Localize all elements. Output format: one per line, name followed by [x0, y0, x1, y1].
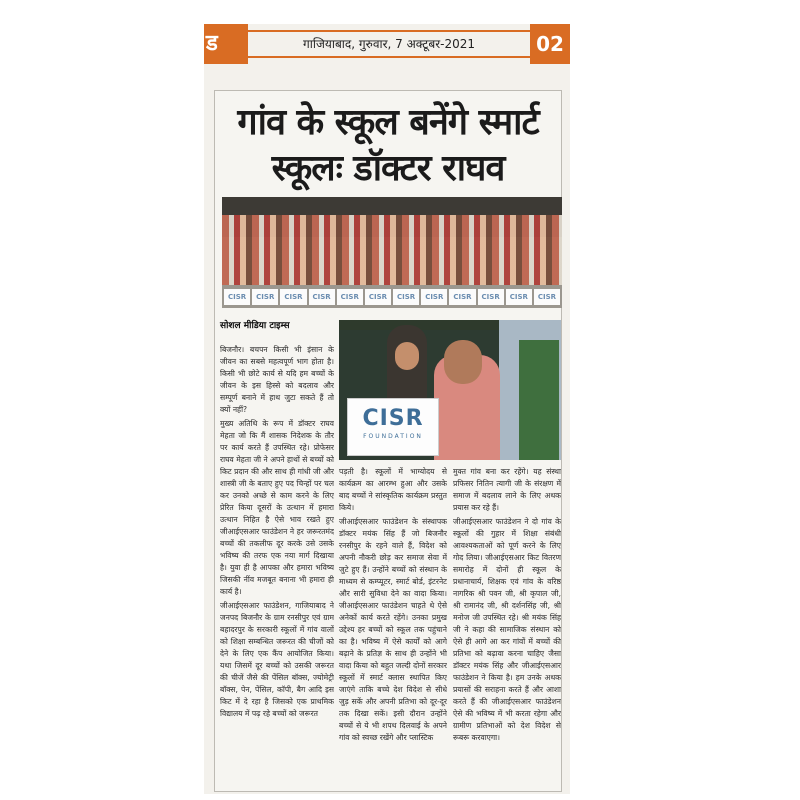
cisr-card-row	[224, 289, 560, 305]
page-header	[204, 24, 570, 64]
article-byline: सोशल मीडिया टाइम्स	[220, 321, 290, 331]
photo-crowd	[222, 215, 562, 285]
header-section-letter: ड	[204, 24, 248, 64]
cisr-card: CISR	[393, 289, 419, 305]
man-face	[444, 340, 482, 384]
col3-para-2: जीआईएसआर फाउंडेशन ने दो गांव के स्कूलों की गुहार में शिक्षा संबंधी आवश्यकताओं को पूर्ण करने के लिए गोद लिया। जीआईएसआर किट वितरण समारोह में दोनों ही स्कूल के प्रधानाचार्य, शिक्षक एवं गांव के वरिष्ठ नागरिक श्री पवन जी, श्री कृपाल जी, श्री रामानंद जी, श्री दर्शनसिंह जी, श्री मनोज जी उपस्थित रहे। श्री मयंक सिंह जी ने कहा की सामाजिक संस्थान को ऐसे ही आगे आ कर गांवों में बच्चों की प्रतिभा को बढ़ावा करना चाहिए जैसा डॉक्टर मयंक सिंह और जीआईएसआर फाउंडेशन ने किया है। हम उनके अथक प्रयासों की सराहना करते हैं और आशा करते हैं की जीआईएसआर फाउंडेशन ऐसे की भविष्य में भी करता रहेगा और ग्रामीण प्रतिभाओं को देश विदेश से रूबरू करवाएगा।	[453, 517, 561, 742]
header-rule-bottom	[248, 56, 530, 58]
header-dateline: गाजियाबाद, गुरुवार, 7 अक्टूबर-2021	[303, 37, 475, 51]
cisr-card: CISR	[506, 289, 532, 305]
founder-photo	[339, 320, 561, 460]
cisr-foundation-text: FOUNDATION	[363, 433, 423, 440]
cisr-card: CISR	[309, 289, 335, 305]
child-face	[395, 342, 419, 370]
cisr-card: CISR	[421, 289, 447, 305]
col1-para-1: बिजनौर। बचपन किसी भी इंसान के जीवन का सबसे महत्वपूर्ण भाग होता है। किसी भी छोटे कार्य से यदि हम बच्चों के जीवन के इस हिस्से को बदलाव और सम्पूर्ण बनाने में हाथ जुटा सकते हैं तो क्यों नहीं?	[220, 345, 334, 414]
cisr-card: CISR	[337, 289, 363, 305]
cisr-card: CISR	[365, 289, 391, 305]
col2-para-2: जीआईएसआर फाउंडेशन के संस्थापक डॉक्टर मयंक सिंह हैं जो बिजनौर रनसीपुर के रहने वाले हैं, विदेश को अपनी नौकरी छोड़ कर समाज सेवा में जुटे हुए हैं। उन्होंने बच्चों को संस्थान के माध्यम से कम्प्यूटर, स्मार्ट बोर्ड, इंटरनेट और सारी सुविधा देने का वादा किया। जीआईएसआर फाउंडेशन चाहते थे ऐसे अनेकों कार्य करते रहेंगे। उनका प्रमुख उद्देश्य हर बच्चों को स्कूल तक पहुंचाने का है। भविष्य में ऐसे कार्यों को आगे बढ़ाने के प्रतिज्ञ के साथ ही उन्होंने भी वादा किया को बहुत जल्दी दोनों सरकार स्कूलों में स्मार्ट क्लास स्थापित किए जाएंगे ताकि बच्चे देश विदेश से सीधे जुड़ सकें और अपनी प्रतिभा को दूर-दूर तक दिखा सकें। इसी दौरान उन्होंने बच्चों से ये भी शपथ दिलवाई के अपने गांव को स्वच्छ रखेंगे और प्लास्टिक	[339, 517, 447, 742]
col2-para-1: पड़ती है। स्कूलों में भाग्योदय से कार्यक्रम का आरम्भ हुआ और उसके बाद बच्चों ने सांस्कृतिक कार्यक्रम प्रस्तुत किये।	[339, 467, 447, 512]
cisr-logo-text: CISR	[362, 406, 424, 431]
col3-para-1: मुक्त गांव बना कर रहेंगे। यह संस्था प्रफिसर नितिन त्यागी जी के संरक्षण में समाज में बदलाव लाने के लिए अथक प्रयास कर रहे हैं।	[453, 467, 561, 512]
headline-line-2: स्कूलः डॉक्टर राघव	[271, 148, 505, 189]
cisr-card: CISR	[224, 289, 250, 305]
col1-para-3: जीआईएसआर फाउंडेशन, गाजियाबाद ने जनपद बिजनौर के ग्राम रनसीपुर एवं ग्राम बहादरपुर के सरकारी स्कूलों में गांव वालों को शिक्षा सम्बन्धित जरूरत की चीजों को देने के लिए एक कैंप आयोजित किया। यथा जिसमें दूर बच्चों को उसकी जरूरत की चीजें जैसे की पेंसिल बॉक्स, ज्योमेट्री बॉक्स, पेन, पेंसिल, कॉपी, बैग आदि इस किट में दे रहा है जिसको एक प्राथमिक विद्यालय में पढ़ रहे बच्चों को जरूरत	[220, 601, 334, 718]
cisr-card: CISR	[449, 289, 475, 305]
cisr-card: CISR	[534, 289, 560, 305]
article-column-3	[453, 466, 561, 788]
photo-door	[519, 340, 559, 460]
cisr-sign	[347, 398, 439, 456]
cisr-card: CISR	[280, 289, 306, 305]
page-number: 02	[530, 24, 570, 64]
article-column-1	[220, 344, 334, 788]
article-column-2	[339, 466, 447, 788]
group-photo	[222, 197, 562, 308]
cisr-card: CISR	[478, 289, 504, 305]
headline-line-1: गांव के स्कूल बनेंगे स्मार्ट	[237, 102, 539, 143]
cisr-card: CISR	[252, 289, 278, 305]
article-headline	[216, 100, 560, 192]
col1-para-2: मुख्य अतिथि के रूप में डॉक्टर राघव मेहता जो कि मैं शासक निदेशक के तौर पर कार्य करते हैं उपस्थित रहे। प्रोफेसर राघव मेहता जी ने अपने हाथों से बच्चों को किट प्रदान की और साथ ही गांधी जी और शास्त्री जी के बताए हुए पद चिन्हों पर चल कर उनको अच्छे से काम करने के लिए प्रेरित किया दूसरों के उत्थान में हमारा उत्थान निहित है ऐसे भाव रखते हुए जीआईएसआर फाउंडेशन ने हर जरूरतमंद बच्चों की तकलीफ दूर करके उसे उसके भविष्य की तरफ एक नया मार्ग दिखाया है। युवा ही है आपका और हमारा भविष्य जिसकी नींव मजबूत बनाना भी हमारा ही कार्य है।	[220, 419, 334, 596]
